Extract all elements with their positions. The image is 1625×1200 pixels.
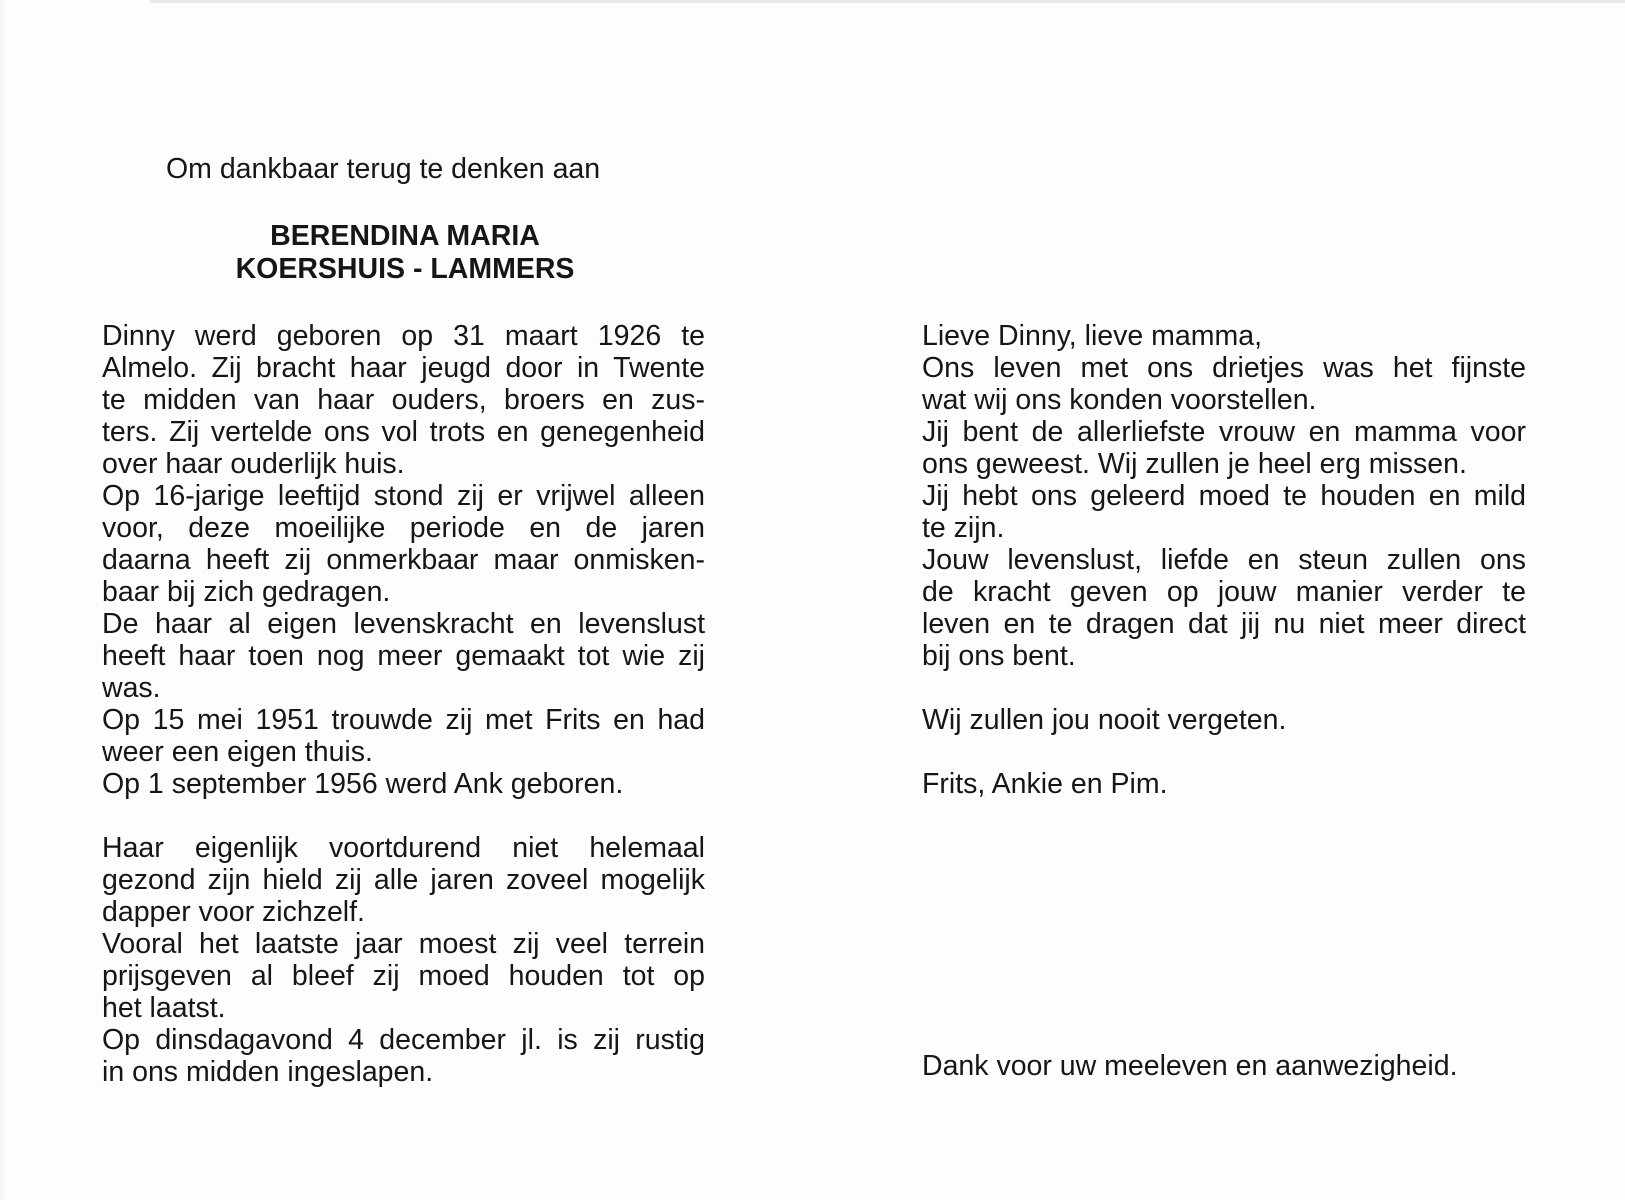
letter-line: Jouw levenslust, liefde en steun zullen ons	[922, 544, 1526, 576]
biography-line: Op 15 mei 1951 trouwde zij met Frits en had	[102, 704, 705, 736]
biography-line: Haar eigenlijk voortdurend niet helemaal	[102, 832, 705, 864]
biography-line: De haar al eigen levenskracht en levenslust	[102, 608, 705, 640]
thanks-text: Dank voor uw meeleven en aanwezigheid.	[922, 1050, 1458, 1082]
biography-line: over haar ouderlijk huis.	[102, 448, 405, 480]
biography-line: Vooral het laatste jaar moest zij veel terrein	[102, 928, 705, 960]
deceased-name-line-1: BERENDINA MARIA	[270, 220, 540, 252]
card-top-edge	[150, 0, 1625, 3]
card-left-edge	[0, 0, 6, 1200]
biography-line: ters. Zij vertelde ons vol trots en genegenheid	[102, 416, 705, 448]
biography-line: Op 16-jarige leeftijd stond zij er vrijwel alleen	[102, 480, 705, 512]
letter-signature: Frits, Ankie en Pim.	[922, 768, 1168, 800]
biography-line: weer een eigen thuis.	[102, 736, 373, 768]
biography-line: Op 1 september 1956 werd Ank geboren.	[102, 768, 624, 800]
biography-line: baar bij zich gedragen.	[102, 576, 391, 608]
letter-closing-line: Wij zullen jou nooit vergeten.	[922, 704, 1287, 736]
biography-line: te midden van haar ouders, broers en zus-	[102, 384, 705, 416]
biography-line: in ons midden ingeslapen.	[102, 1056, 434, 1088]
intro-text: Om dankbaar terug te denken aan	[166, 153, 601, 185]
letter-line: Jij hebt ons geleerd moed te houden en mild	[922, 480, 1526, 512]
letter-line: Lieve Dinny, lieve mamma,	[922, 320, 1263, 352]
letter-line: leven en te dragen dat jij nu niet meer direct	[922, 608, 1526, 640]
biography-line: Dinny werd geboren op 31 maart 1926 te	[102, 320, 705, 352]
biography-line: dapper voor zichzelf.	[102, 896, 365, 928]
deceased-name-line-2: KOERSHUIS - LAMMERS	[235, 253, 575, 285]
letter-column	[922, 320, 1526, 1120]
biography-line: voor, deze moeilijke periode en de jaren	[102, 512, 705, 544]
biography-line: prijsgeven al bleef zij moed houden tot op	[102, 960, 705, 992]
letter-line: wat wij ons konden voorstellen.	[922, 384, 1317, 416]
letter-line: de kracht geven op jouw manier verder te	[922, 576, 1526, 608]
letter-line: bij ons bent.	[922, 640, 1076, 672]
letter-line: ons geweest. Wij zullen je heel erg missen.	[922, 448, 1467, 480]
biography-line: het laatst.	[102, 992, 226, 1024]
biography-line: Op dinsdagavond 4 december jl. is zij rustig	[102, 1024, 705, 1056]
letter-line: Ons leven met ons drietjes was het fijnste	[922, 352, 1526, 384]
biography-line: daarna heeft zij onmerkbaar maar onmisken-	[102, 544, 705, 576]
biography-column	[102, 320, 705, 1120]
biography-line: Almelo. Zij bracht haar jeugd door in Twente	[102, 352, 705, 384]
biography-line: heeft haar toen nog meer gemaakt tot wie zij	[102, 640, 705, 672]
biography-line: was.	[102, 672, 161, 704]
biography-line: gezond zijn hield zij alle jaren zoveel mogelijk	[102, 864, 705, 896]
letter-line: te zijn.	[922, 512, 1005, 544]
letter-line: Jij bent de allerliefste vrouw en mamma voor	[922, 416, 1526, 448]
